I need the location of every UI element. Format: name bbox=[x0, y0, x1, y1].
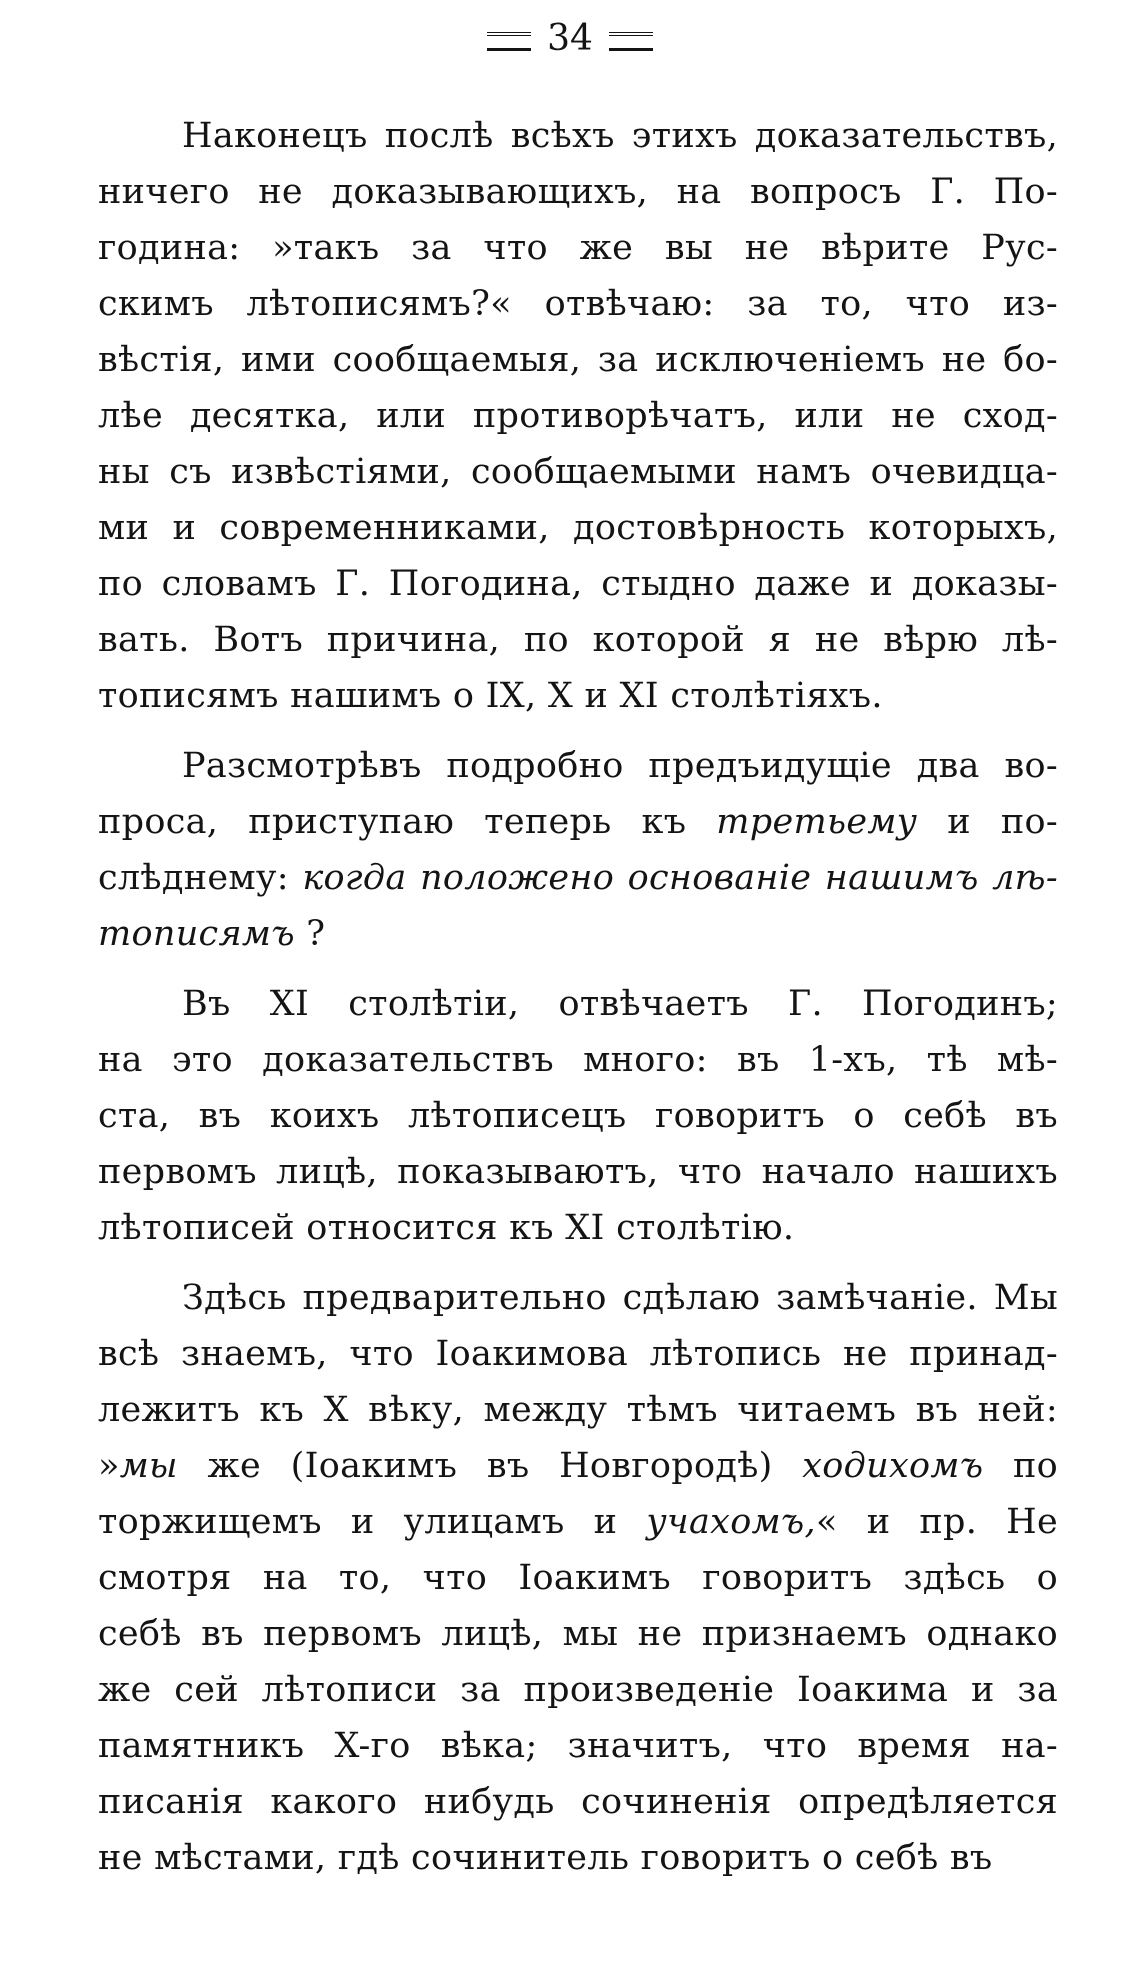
text-line bbox=[98, 500, 1058, 556]
text-line bbox=[98, 850, 1058, 906]
text-line bbox=[98, 276, 1058, 332]
text-line bbox=[98, 1032, 1058, 1088]
text-run: ны съ извѣстіями, сообщаемыми намъ очевидца- bbox=[98, 452, 1058, 492]
text-line bbox=[98, 388, 1058, 444]
text-line bbox=[98, 738, 1058, 794]
text-line bbox=[98, 976, 1058, 1032]
text-run: тописямъ нашимъ о IX, X и XI столѣтіяхъ. bbox=[98, 676, 883, 716]
text-run: всѣ знаемъ, что Іоакимова лѣтопись не принад- bbox=[98, 1334, 1058, 1374]
text-line bbox=[98, 1550, 1058, 1606]
text-run: « и пр. Не bbox=[815, 1502, 1058, 1542]
text-line bbox=[98, 1606, 1058, 1662]
italic-text: ходихомъ bbox=[802, 1446, 984, 1486]
text-line bbox=[98, 668, 1058, 724]
text-run: » bbox=[98, 1446, 120, 1486]
text-run: на это доказательствъ много: въ 1-хъ, тѣ мѣ- bbox=[98, 1040, 1058, 1080]
text-run: ? bbox=[294, 914, 326, 954]
text-line bbox=[98, 906, 1058, 962]
text-line bbox=[98, 794, 1058, 850]
italic-text: учахомъ, bbox=[646, 1502, 816, 1542]
text-line bbox=[98, 1438, 1058, 1494]
text-run: лежитъ къ X вѣку, между тѣмъ читаемъ въ ней: bbox=[98, 1390, 1058, 1430]
text-run: памятникъ X-го вѣка; значитъ, что время на- bbox=[98, 1726, 1058, 1766]
italic-text: мы bbox=[119, 1446, 178, 1486]
text-run: по bbox=[983, 1446, 1058, 1486]
text-run: ничего не доказывающихъ, на вопросъ Г. По- bbox=[98, 172, 1058, 212]
text-line bbox=[98, 444, 1058, 500]
text-line bbox=[98, 1494, 1058, 1550]
header-ornament-right bbox=[609, 32, 653, 51]
text-run: лѣе десятка, или противорѣчатъ, или не сход- bbox=[98, 396, 1058, 436]
text-line bbox=[98, 1830, 1058, 1886]
text-line bbox=[98, 1382, 1058, 1438]
text-line bbox=[98, 1662, 1058, 1718]
paragraph bbox=[98, 976, 1058, 1256]
text-line bbox=[98, 1774, 1058, 1830]
text-line bbox=[98, 164, 1058, 220]
paragraph bbox=[98, 108, 1058, 724]
text-run: Въ XI столѣтіи, отвѣчаетъ Г. Погодинъ; bbox=[182, 984, 1058, 1024]
text-line bbox=[98, 1718, 1058, 1774]
text-run: ста, въ коихъ лѣтописецъ говоритъ о себѣ въ bbox=[98, 1096, 1058, 1136]
text-line bbox=[98, 1088, 1058, 1144]
page-number: 34 bbox=[547, 18, 593, 59]
text-run: по словамъ Г. Погодина, стыдно даже и доказы- bbox=[98, 564, 1058, 604]
text-run: година: »такъ за что же вы не вѣрите Рус- bbox=[98, 228, 1058, 268]
text-line bbox=[98, 1144, 1058, 1200]
italic-text: третьему bbox=[716, 802, 918, 842]
text-line bbox=[98, 332, 1058, 388]
text-run: Наконецъ послѣ всѣхъ этихъ доказательствъ, bbox=[182, 116, 1058, 156]
text-line bbox=[98, 1200, 1058, 1256]
text-run: скимъ лѣтописямъ?« отвѣчаю: за то, что из- bbox=[98, 284, 1058, 324]
text-run: вѣстія, ими сообщаемыя, за исключеніемъ не бо- bbox=[98, 340, 1058, 380]
text-line bbox=[98, 1326, 1058, 1382]
text-run: Здѣсь предварительно сдѣлаю замѣчаніе. Мы bbox=[182, 1278, 1058, 1318]
text-line bbox=[98, 556, 1058, 612]
text-run: проса, приступаю теперь къ bbox=[98, 802, 717, 842]
page-header bbox=[0, 14, 1140, 64]
text-run: и по- bbox=[917, 802, 1058, 842]
text-run: лѣтописей относится къ XI столѣтію. bbox=[98, 1208, 795, 1248]
paragraph bbox=[98, 738, 1058, 962]
italic-text: когда положено основаніе нашимъ лѣ- bbox=[302, 858, 1058, 898]
text-run: писанія какого нибудь сочиненія опредѣляется bbox=[98, 1782, 1058, 1822]
italic-text: тописямъ bbox=[98, 914, 295, 954]
text-run: Разсмотрѣвъ подробно предъидущіе два во- bbox=[182, 746, 1058, 786]
paragraph bbox=[98, 1270, 1058, 1886]
text-run: вать. Вотъ причина, по которой я не вѣрю лѣ- bbox=[98, 620, 1058, 660]
text-run: не мѣстами, гдѣ сочинитель говоритъ о себѣ въ bbox=[98, 1838, 993, 1878]
text-run: торжищемъ и улицамъ и bbox=[98, 1502, 647, 1542]
text-run: же (Іоакимъ въ Новгородѣ) bbox=[177, 1446, 803, 1486]
text-run: первомъ лицѣ, показываютъ, что начало нашихъ bbox=[98, 1152, 1058, 1192]
text-run: ми и современниками, достовѣрность которыхъ, bbox=[98, 508, 1058, 548]
text-line bbox=[98, 612, 1058, 668]
text-run: же сей лѣтописи за произведеніе Іоакима и за bbox=[98, 1670, 1058, 1710]
text-run: слѣднему: bbox=[98, 858, 303, 898]
page-body-text bbox=[98, 108, 1058, 1886]
header-ornament-left bbox=[487, 32, 531, 51]
text-line bbox=[98, 220, 1058, 276]
text-line bbox=[98, 108, 1058, 164]
text-run: себѣ въ первомъ лицѣ, мы не признаемъ однако bbox=[98, 1614, 1058, 1654]
text-run: смотря на то, что Іоакимъ говоритъ здѣсь о bbox=[98, 1558, 1058, 1598]
text-line bbox=[98, 1270, 1058, 1326]
